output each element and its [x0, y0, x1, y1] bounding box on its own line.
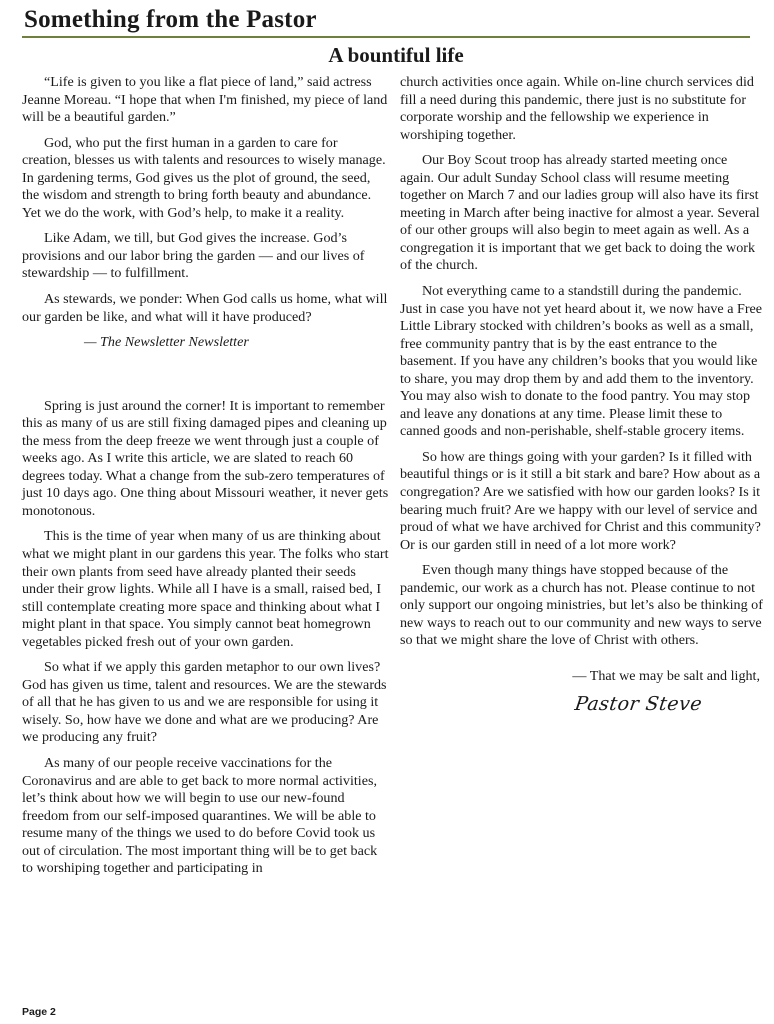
quote-paragraph: As stewards, we ponder: When God calls us home, what will our garden be like, and what will it have produced?: [22, 291, 388, 325]
quote-paragraph: God, who put the first human in a garden to care for creation, blesses us with talents and resources to wisely manage. In gardening terms, God gives us the plot of ground, the seed, the wisdom and strength to bring forth beauty and abundance. Yet we do the work, with God’s help, to make it a reality.: [22, 134, 386, 221]
article-paragraph: Not everything came to a standstill during the pandemic. Just in case you have not yet heard about it, we now have a Free Little Library stocked with children’s books as well as a small, free community pantry that is by the east entrance to the basement. If you have any children’s books that you would like to share, you may drop them by and add them to the inventory. You may also wish to donate to the food pantry. You may stop and leave any donations at any time. Please limit these to canned goods and non-perishable, shelf-stable grocery items.: [400, 283, 763, 440]
article-paragraph: Our Boy Scout troop has already started meeting once again. Our adult Sunday School class will resume meeting together on March 7 and our ladies group will also have its first meeting in March after being inactive for almost a year. Several of our other groups will also begin to meet again as well. As a congregation it is important that we get back to doing the work of the church.: [400, 152, 760, 274]
article-paragraph-continued: church activities once again. While on-line church services did fill a need during this pandemic, there just is no substitute for corporate worship and the fellowship we experience in worshiping together.: [400, 74, 754, 143]
quote-paragraph: “Life is given to you like a flat piece of land,” said actress Jeanne Moreau. “I hope that when I'm finished, my piece of land will be a beautiful garden.”: [22, 74, 388, 126]
article-paragraph: So how are things going with your garden? Is it filled with beautiful things or is it still a bit stark and bare? How about as a congregation? Are we satisfied with how our garden looks? Is it bearing much fruit? Are we happy with our level of service and proud of what we have archived for Christ and this community? Or is our garden still in need of a lot more work?: [400, 448, 761, 553]
page-number-label: Page 2: [22, 1006, 56, 1018]
article-paragraph: As many of our people receive vaccinations for the Coronavirus and are able to get back to more normal activities, let’s think about how we will begin to use our new-found freedom from our self-imposed quarantines. We will be able to resume many of the things we used to do before Covid took us out of circulation. The most important thing will be to get back to worshiping together and participating in: [22, 755, 378, 877]
article-paragraph: So what if we apply this garden metaphor to our own lives? God has given us time, talent and resources. We are the stewards of all that he has given to us and we are responsible for using it wisely. So, how have we done and what are we producing? Are we producing any fruit?: [22, 659, 387, 746]
signoff-line: — That we may be salt and light,: [572, 667, 760, 684]
right-column: [400, 74, 764, 713]
article-paragraph: This is the time of year when many of us are thinking about what we might plant in our gardens this year. The folks who start their own plants from seed have already planted their seeds under their grow lights. While all I have is a small, raised bed, I still contemplate creating more space and thinking about what I might plant in that space. You simply cannot beat homegrown vegetables picked fresh out of your own garden.: [22, 528, 389, 650]
left-column: [22, 74, 389, 886]
header-divider: [22, 36, 750, 38]
pastor-signature: Pastor Steve: [573, 692, 704, 715]
section-header-title: Something from the Pastor: [24, 6, 317, 33]
article-title: A bountiful life: [328, 43, 464, 67]
section-spacer: [22, 352, 389, 398]
quote-source: — The Newsletter Newsletter: [84, 334, 249, 351]
article-paragraph: Even though many things have stopped because of the pandemic, our work as a church has not. Please continue to not only support our ongoing ministries, but let’s also be thinking of new ways to reach out to our community and new ways to serve so that we might share the love of Christ with others.: [400, 562, 763, 649]
quote-paragraph: Like Adam, we till, but God gives the increase. God’s provisions and our labor bring the garden — and our lives of stewardship — to fulfillment.: [22, 230, 365, 282]
article-paragraph: Spring is just around the corner! It is important to remember this as many of us are still fixing damaged pipes and cleaning up the mess from the deep freeze we went through just a couple of weeks ago. As I write this article, we are slated to reach 60 degrees today. What a change from the sub-zero temperatures of just 10 days ago. One thing about Missouri weather, it never gets monotonous.: [22, 397, 389, 519]
